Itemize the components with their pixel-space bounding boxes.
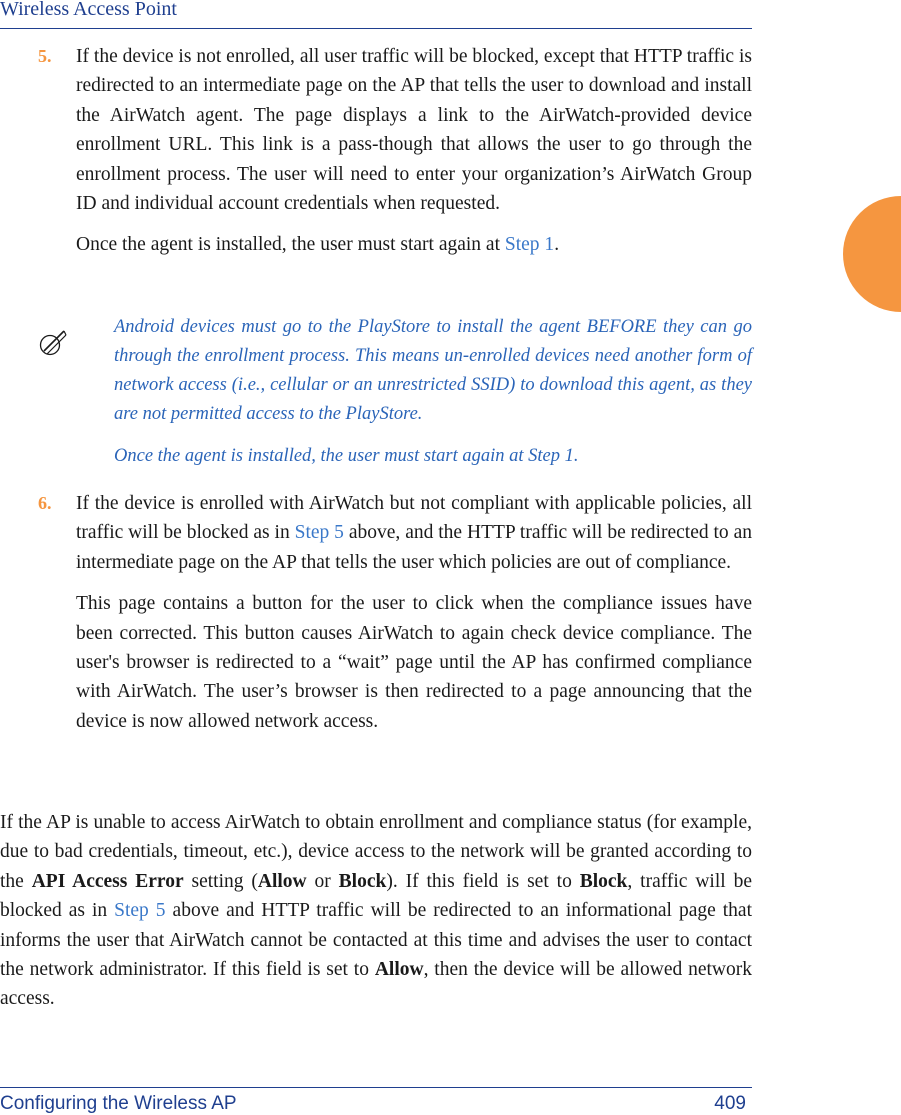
step-5-restart-paragraph: Once the agent is installed, the user must start again at Step 1. (76, 234, 560, 256)
page-header (0, 0, 752, 29)
footer-section-title: Configuring the Wireless AP (0, 1093, 237, 1114)
step-number: 6. (38, 493, 52, 513)
block-term: Block (579, 870, 628, 892)
block-term: Block (338, 870, 387, 892)
allow-term: Allow (257, 870, 307, 892)
note-box (114, 313, 752, 484)
header-title: Wireless Access Point (0, 0, 177, 20)
api-access-error-paragraph: If the AP is unable to access AirWatch to obtain enrollment and compliance status (for example, due to bad credentials, timeout, etc.), device access to the network will be granted according to the API Access Error setting (Allow or Block). If this field is set to Block, traffic will be blocked as in Step 5 above and HTTP traffic will be redirected to an informational page that informs the user that AirWatch cannot be contacted at this time and advises the user to contact the network administrator. If this field is set to Allow, then the device will be allowed network access. (0, 812, 752, 1010)
note-restart-paragraph: Once the agent is installed, the user must start again at Step 1. (114, 446, 579, 466)
allow-term: Allow (374, 959, 424, 981)
pencil-note-icon (38, 327, 68, 357)
step-number: 5. (38, 46, 52, 66)
step-5-link[interactable]: Step 5 (114, 900, 166, 922)
step-5 (38, 42, 752, 272)
step-5-link[interactable]: Step 5 (294, 522, 344, 544)
step-5-paragraph: If the device is not enrolled, all user traffic will be blocked, except that HTTP traffic is redirected to an intermediate page on the AP that tells the user to download and install the AirWatch agent. The page displays a link to the AirWatch-provided device enrollment URL. This link is a pass-though that allows the user to go through the enrollment process. The user will need to enter your organization’s AirWatch Group ID and individual account credentials when requested. (76, 46, 752, 215)
step-6-paragraph: If the device is enrolled with AirWatch but not compliant with applicable policies, all traffic will be blocked as in Step 5 above, and the HTTP traffic will be redirected to an intermediate page on the AP that tells the user which policies are out of compliance. (76, 493, 752, 573)
step-6-compliance-paragraph: This page contains a button for the user to click when the compliance issues have been corrected. This button causes AirWatch to again check device compliance. The user's browser is redirected to a “wait” page until the AP has confirmed compliance with AirWatch. The user’s browser is then redirected to a page announcing that the device is now allowed network access. (76, 593, 752, 732)
page-number: 409 (714, 1093, 746, 1114)
note-paragraph: Android devices must go to the PlayStore to install the agent BEFORE they can go through the enrollment process. This means un-enrolled devices need another form of network access (i.e., cellular or an unrestricted SSID) to download this agent, as they are not permitted access to the PlayStore. (114, 317, 752, 424)
step-1-link[interactable]: Step 1 (504, 234, 555, 256)
chapter-side-tab (843, 196, 901, 312)
api-access-error-term: API Access Error (31, 870, 184, 892)
step-6 (38, 489, 752, 748)
page-footer (0, 1087, 752, 1115)
